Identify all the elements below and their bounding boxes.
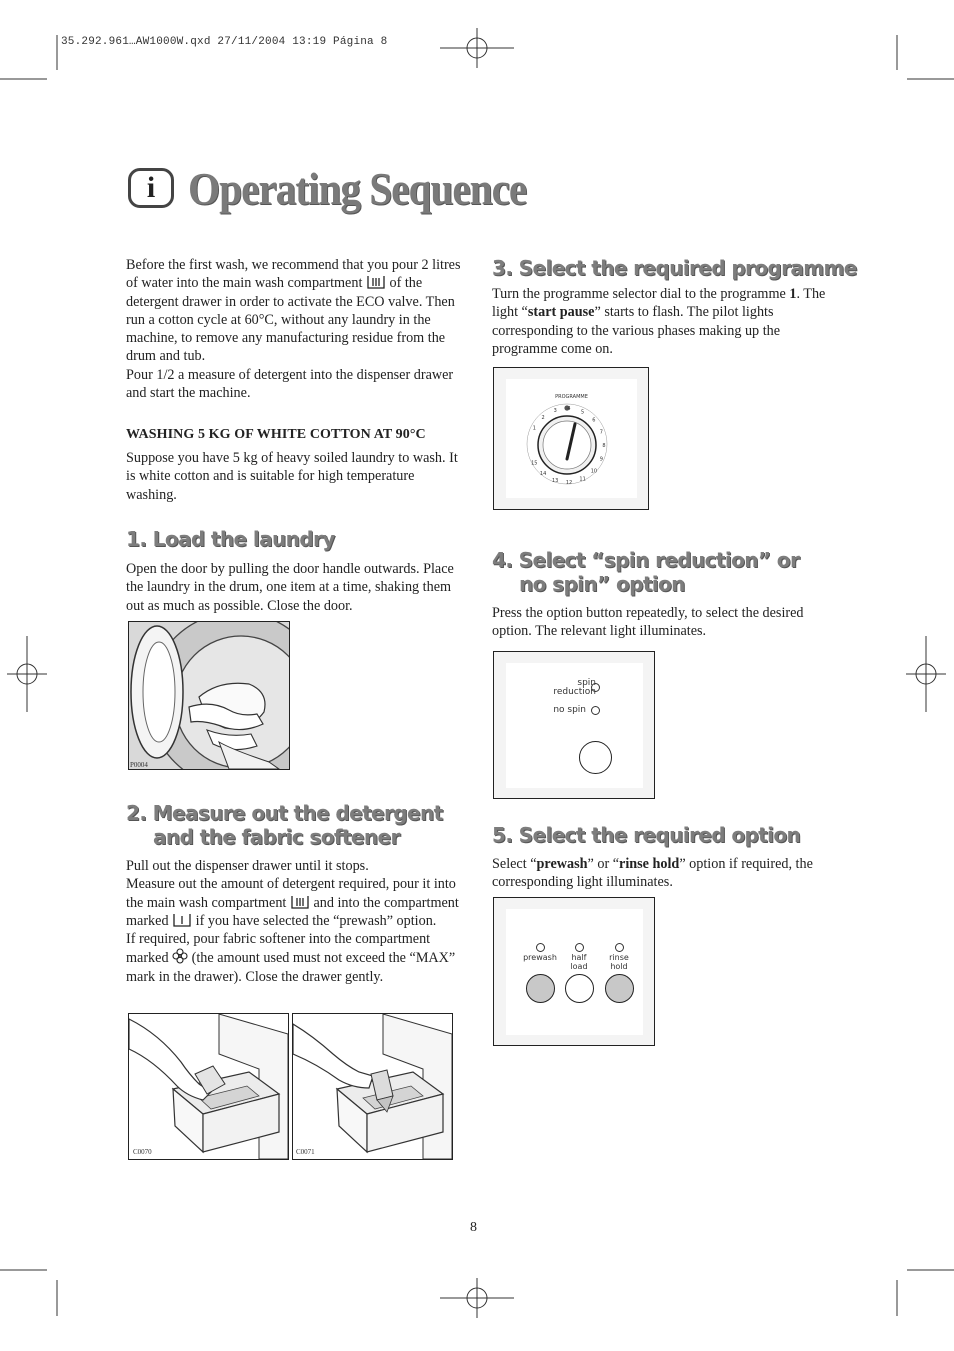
load-laundry-illustration — [129, 622, 289, 769]
control-panel — [506, 909, 643, 1035]
step1-heading: 1. Load the laundry — [126, 527, 335, 551]
step1-text: Open the door by pulling the door handle outwards. Place the laundry in the drum, one item at a time, shaking them out as much as possible. Close the door. — [126, 561, 454, 614]
half-load-button[interactable] — [565, 974, 594, 1003]
fabric-softener-icon — [172, 948, 188, 964]
step3-text: Turn the programme selector dial to the programme 1. The light “start pause” starts to flash. The pilot lights corresponding to the various phases making up the programme come on. — [492, 286, 826, 357]
step5-text: Select “prewash” or “rinse hold” option if required, the corresponding light illuminates. — [492, 856, 813, 891]
page-title: Operating Sequence — [188, 162, 527, 214]
figure-code: C0070 — [133, 1148, 152, 1156]
dial-number: 12 — [565, 479, 573, 486]
half-load-light — [575, 943, 584, 952]
registration-mark-icon — [906, 636, 946, 712]
figure-code: P0004 — [130, 761, 148, 769]
file-slug: 35.292.961…AW1000W.qxd 27/11/2004 13:19 Página 8 — [61, 36, 388, 48]
spin-options-figure — [493, 651, 655, 799]
dial-label: PROGRAMME — [555, 394, 588, 400]
dial-number: 8 — [602, 443, 606, 449]
rinse-hold-light — [615, 943, 624, 952]
step4-text: Press the option button repeatedly, to select the desired option. The relevant light illuminates. — [492, 605, 804, 640]
spin-reduction-light — [591, 683, 600, 692]
wash-options-figure — [493, 897, 655, 1046]
programme-dial-figure — [493, 367, 649, 510]
main-wash-compartment-icon — [290, 895, 310, 909]
dial-number: 6 — [592, 417, 596, 424]
dial-number: 7 — [599, 429, 603, 436]
washing-text: Suppose you have 5 kg of heavy soiled laundry to wash. It is white cotton and is suitable for high temperature washing. — [126, 450, 458, 503]
dial-number: 4 — [567, 406, 571, 413]
figure-code: C0071 — [296, 1148, 315, 1156]
dispenser-drawer-illustration — [129, 1014, 288, 1159]
dial-number: 2 — [541, 414, 545, 421]
dial-number: 11 — [579, 476, 586, 483]
step5-heading: 5. Select the required option — [492, 823, 801, 847]
info-icon: i — [128, 168, 174, 208]
rinse-hold-label: rinse hold — [609, 953, 629, 971]
dial-number: 5 — [581, 409, 585, 416]
page-number: 8 — [470, 1220, 477, 1235]
dial-number: 14 — [539, 471, 547, 478]
prewash-label: prewash — [523, 953, 557, 962]
prewash-button[interactable] — [526, 974, 555, 1003]
prewash-light — [536, 943, 545, 952]
control-panel — [506, 663, 643, 788]
registration-mark-icon — [7, 636, 47, 712]
dial-number: 1 — [532, 425, 536, 432]
step2-text: Pull out the dispenser drawer until it stops. Measure out the amount of detergent required, pour it into the main wash compartment and into the compartment marked if you have selected the “prewash” option. If required, pour fabric softener into the compartment marked (the amount used must not exceed the “MAX” mark in the drawer). Close the drawer gently. — [126, 858, 459, 985]
prewash-compartment-icon — [172, 913, 192, 927]
dial-number: 13 — [552, 478, 559, 485]
dial-number: 3 — [553, 407, 557, 414]
spin-reduction-label: spin reduction — [553, 678, 596, 697]
no-spin-light — [591, 706, 600, 715]
intro-text: Before the first wash, we recommend that you pour 2 litres of water into the main wash compartment of the detergent drawer in order to activate the ECO valve. Then run a cotton cycle at 60°C, without any laundry in the machine, to remove any manufacturing residue from the drum and tub. Pour 1/2 a measure of detergent into the dispenser drawer and start the machine. — [126, 257, 461, 402]
page-title-block — [128, 158, 564, 218]
dispenser-figure-b — [292, 1013, 453, 1160]
spin-option-button[interactable] — [579, 741, 612, 774]
no-spin-label: no spin — [553, 705, 586, 715]
load-laundry-figure — [128, 621, 290, 770]
registration-mark-icon — [440, 28, 514, 68]
dial-number: 9 — [599, 456, 603, 463]
dial-number: 10 — [590, 468, 598, 475]
step3-heading: 3. Select the required programme — [492, 256, 857, 280]
washing-heading: WASHING 5 KG OF WHITE COTTON AT 90°C — [126, 427, 426, 442]
dispenser-figure-a — [128, 1013, 289, 1160]
main-wash-compartment-icon — [366, 275, 386, 289]
step4-heading: 4. Select “spin reduction” or no spin” option — [492, 548, 800, 596]
dispenser-drawer-illustration — [293, 1014, 452, 1159]
rinse-hold-button[interactable] — [605, 974, 634, 1003]
programme-selector-dial[interactable] — [506, 379, 637, 498]
step2-heading: 2. Measure out the detergent and the fabric softener — [126, 801, 443, 849]
half-load-label: half load — [570, 953, 588, 971]
registration-mark-icon — [440, 1278, 514, 1318]
control-panel — [506, 379, 637, 498]
dial-number: 15 — [531, 460, 538, 467]
